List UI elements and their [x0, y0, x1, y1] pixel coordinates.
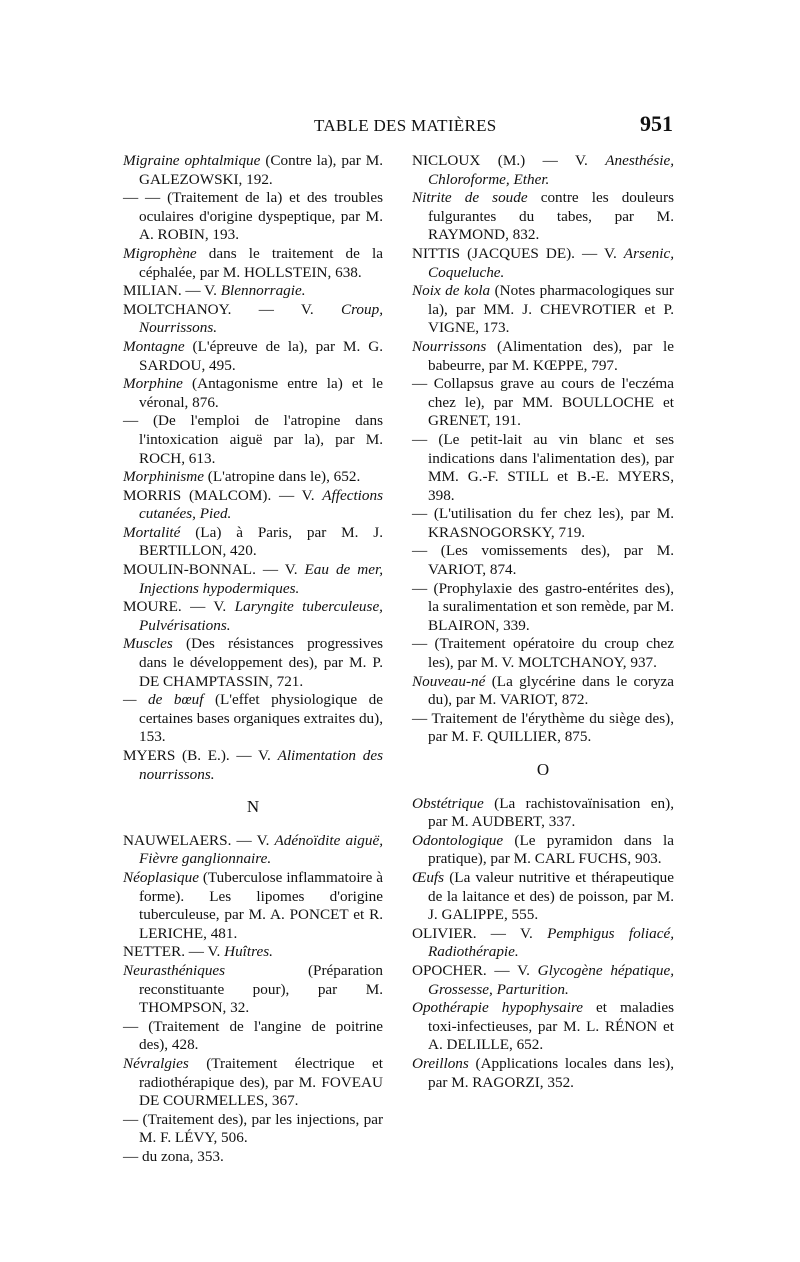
entry-term: Nourrissons [412, 337, 487, 355]
entry-term: Néoplasique [123, 868, 199, 886]
index-entry [412, 869, 674, 925]
index-entry [412, 431, 674, 505]
entry-text: — (De l'emploi de l'atropine dans l'intoxication aiguë par la), par M. ROCH, 613. [123, 412, 383, 467]
index-entry [123, 943, 383, 962]
entry-text: (Traitement électrique et radiothérapique des), par M. FOVEAU DE COURMELLES, 367. [139, 1054, 383, 1110]
entry-reference: Adénoïdite aiguë, Fièvre ganglionnaire. [139, 831, 383, 868]
index-entry [412, 962, 674, 999]
index-entry [123, 189, 383, 245]
index-entry [123, 152, 383, 189]
entry-reference: Arsenic, Coqueluche. [428, 244, 674, 281]
index-entry [412, 282, 674, 338]
index-entry [412, 542, 674, 579]
entry-term: Oreillons [412, 1054, 469, 1072]
index-entry [412, 710, 674, 747]
entry-term: Nitrite de soude [412, 189, 528, 207]
entry-reference: Croup, Nourrissons. [139, 300, 383, 337]
entry-reference: Eau de mer, Injections hypodermiques. [139, 561, 383, 597]
entry-term: — de bœuf [123, 691, 204, 709]
entry-term: Odontologique [412, 831, 504, 849]
entry-text: MOURE. — V. [123, 598, 235, 616]
entry-term: Neurasthéniques [123, 961, 226, 979]
index-entry [412, 999, 674, 1055]
entry-text: dans le traitement de la céphalée, par M. HOLLSTEIN, 638. [139, 244, 383, 281]
entry-text: (La rachistovaïnisation en), par M. AUDBERT, 337. [428, 794, 674, 831]
entry-term: Nouveau-né [412, 672, 486, 690]
entry-text: — du zona, 353. [123, 1147, 224, 1165]
entry-text: — (Les vomissements des), par M. VARIOT, 874. [412, 542, 674, 579]
entry-term: Mortalité [123, 523, 181, 541]
entry-term: Névralgies [123, 1054, 189, 1072]
entry-text: — (L'utilisation du fer chez les), par M. KRASNOGORSKY, 719. [412, 505, 674, 541]
entry-text: — (Traitement de l'angine de poitrine des), 428. [123, 1017, 383, 1054]
index-entry [123, 1148, 383, 1167]
index-entry [123, 282, 383, 301]
entry-text: (Le pyramidon dans la pratique), par M. CARL FUCHS, 903. [428, 831, 674, 868]
entry-text: (La glycérine dans le coryza du), par M. VARIOT, 872. [428, 672, 674, 709]
entry-text: (Antagonisme entre la) et le véronal, 876. [139, 375, 383, 411]
index-entry [412, 832, 674, 869]
entry-reference: Blennorragie. [220, 282, 306, 300]
index-entry [123, 1055, 383, 1111]
index-entry [123, 301, 383, 338]
entry-term: Migrophène [123, 244, 197, 262]
entry-text: MILIAN. — V. [123, 282, 221, 300]
entry-text: — (Prophylaxie des gastro-entérites des), la suralimentation et son remède, par M. BLAIRON, 339. [412, 579, 674, 634]
index-entry [412, 189, 674, 245]
entry-text: NITTIS (JACQUES DE). — V. [412, 244, 624, 262]
entry-text: OPOCHER. — V. [412, 961, 538, 979]
entry-term: Œufs [412, 868, 445, 886]
index-entry [123, 1018, 383, 1055]
entry-text: OLIVIER. — V. [412, 924, 548, 942]
index-entry [123, 832, 383, 869]
entry-term: Morphine [123, 375, 183, 393]
entry-text: MOULIN-BONNAL. — V. [123, 561, 305, 579]
entry-text: MYERS (B. E.). — V. [123, 747, 278, 764]
index-entry [123, 561, 383, 598]
index-entry [123, 1111, 383, 1148]
index-entry [412, 580, 674, 636]
entry-text: (La) à Paris, par M. J. BERTILLON, 420. [139, 523, 383, 560]
index-entry [123, 598, 383, 635]
entry-reference: Affections cutanées, Pied. [139, 486, 383, 523]
entry-text: — Traitement de l'érythème du siège des), par M. F. QUILLIER, 875. [412, 709, 674, 746]
entry-text: (Applications locales dans les), par M. RAGORZI, 352. [428, 1054, 674, 1091]
index-entry [123, 338, 383, 375]
index-entry [123, 412, 383, 468]
index-entry [123, 487, 383, 524]
entry-term: Noix de kola [412, 282, 491, 300]
section-letter-o: O [536, 760, 550, 779]
index-entry [412, 1055, 674, 1092]
entry-text: — (Traitement des), par les injections, par M. F. LÉVY, 506. [123, 1110, 383, 1147]
entry-text: (L'épreuve de la), par M. G. SARDOU, 495. [139, 337, 383, 374]
entry-reference: Pemphigus foliacé, Radiothérapie. [428, 924, 674, 961]
entry-text: NAUWELAERS. — V. [123, 831, 275, 849]
entry-text: (La valeur nutritive et thérapeutique de la laitance et des) de poisson, par M. J. GALIPPE, 555. [428, 868, 674, 924]
entry-text: (Alimentation des), par le babeurre, par M. KŒPPE, 797. [428, 337, 674, 374]
entry-term: Morphinisme [123, 468, 204, 486]
index-entry [123, 468, 383, 487]
index-entry [412, 635, 674, 672]
entry-reference: Alimentation des nourrissons. [139, 747, 383, 783]
index-entry [412, 505, 674, 542]
index-entry [412, 673, 674, 710]
entry-text: (L'effet physiologique de certaines bases organiques extraites du), 153. [139, 691, 383, 746]
entry-text: — Collapsus grave au cours de l'eczéma chez le), par MM. BOULLOCHE et GRENET, 191. [412, 375, 674, 430]
entry-text: (Des résistances progressives dans le développement des), par M. P. DE CHAMPTASSIN, 721. [139, 635, 383, 690]
entry-reference: Glycogène hépatique, Grossesse, Parturition. [428, 961, 675, 998]
entry-text: contre les douleurs fulgurantes du tabes, par M. RAYMOND, 832. [428, 189, 674, 244]
entry-text: NICLOUX (M.) — V. [412, 152, 606, 169]
index-entry [412, 375, 674, 431]
entry-text: et maladies toxi-infectieuses, par M. L. RÉNON et A. DELILLE, 652. [428, 999, 674, 1054]
left-column [123, 152, 383, 1166]
entry-term: Migraine ophtalmique [123, 152, 261, 169]
entry-reference: Huîtres. [224, 943, 273, 961]
index-entry [123, 691, 383, 747]
index-entry [123, 245, 383, 282]
index-entry [412, 795, 674, 832]
entry-text: NETTER. — V. [123, 943, 225, 961]
entry-text: — (Traitement opératoire du croup chez les), par M. V. MOLTCHANOY, 937. [412, 635, 674, 672]
entry-text: (Tuberculose inflammatoire à forme). Les lipomes d'origine tuberculeuse, par M. A. PONCET et R. LERICHE, 481. [139, 868, 383, 942]
entry-text: MOLTCHANOY. — V. [123, 300, 341, 318]
entry-text: (L'atropine dans le), 652. [204, 468, 361, 486]
running-head: TABLE DES MATIÈRES [314, 116, 497, 135]
index-entry [123, 747, 383, 784]
entry-text: (Contre la), par M. GALEZOWSKI, 192. [139, 152, 384, 188]
section-letter-n: N [246, 797, 260, 817]
index-entry [412, 152, 674, 189]
index-entry [412, 245, 674, 282]
entry-reference: Laryngite tuberculeuse, Pulvérisations. [139, 598, 383, 634]
index-entry [123, 635, 383, 691]
entry-term: Muscles [123, 635, 173, 653]
entry-text: (Notes pharmacologiques sur la), par MM. J. CHEVROTIER et P. VIGNE, 173. [428, 282, 674, 337]
page-number: 951 [640, 111, 673, 136]
entry-term: Opothérapie hypophysaire [412, 999, 584, 1017]
index-entry [412, 925, 674, 962]
entry-text: MORRIS (MALCOM). — V. [123, 486, 323, 504]
index-entry [123, 869, 383, 943]
entry-term: Montagne [123, 337, 185, 355]
entry-text: — (Le petit-lait au vin blanc et ses indications dans l'alimentation des), par MM. G.-F. STILL et B.-E. MYERS, 398. [412, 430, 674, 504]
index-entry [412, 338, 674, 375]
entry-text: (Préparation reconstituante pour), par M. THOMPSON, 32. [139, 961, 383, 1017]
index-entry [123, 962, 383, 1018]
index-entry [123, 524, 383, 561]
entry-term: Obstétrique [412, 794, 484, 812]
entry-text: — — (Traitement de la) et des troubles oculaires d'origine dyspeptique, par M. A. ROBIN, 193. [123, 189, 383, 244]
entry-reference: Anesthésie, Chloroforme, Ether. [428, 152, 674, 188]
index-entry [123, 375, 383, 412]
right-column [412, 152, 674, 1092]
